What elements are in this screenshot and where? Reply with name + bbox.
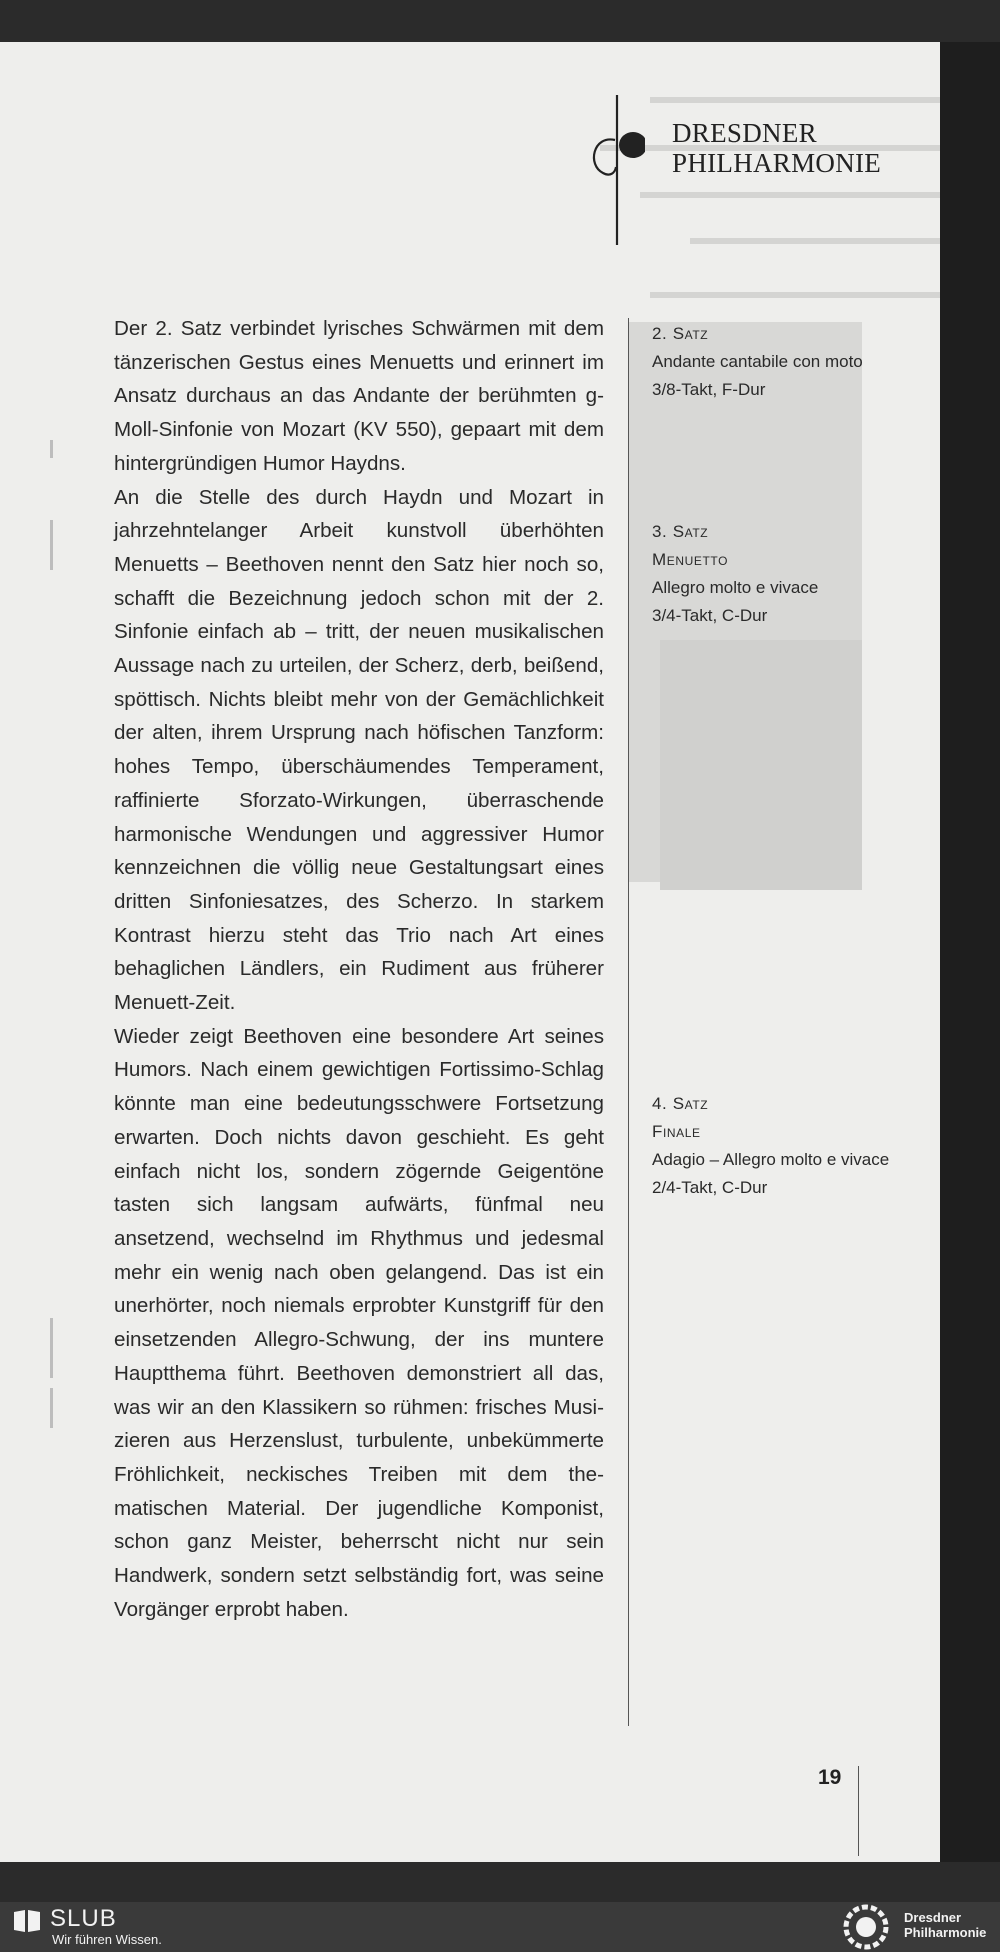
paragraph: An die Stelle des durch Haydn und Mozart in jahrzehntelanger Arbeit kunstvoll überhöhten Menuetts – Beethoven nennt den Satz hier noch so, schafft die Bezeichnung jedoch schon mit der 2. Sinfonie einfach ab – tritt, der neuen musikalischen Aussage nach zu urteilen, der Scherz, derb, beißend, spöttisch. Nichts bleibt mehr von der Gemächlichkeit der alten, ihrem Ursprung nach höfischen Tanzform: hohes Tempo, überschäumendes Temperament, raffinierte Sforzato-Wirkungen, überraschende harmonische Wendungen und aggressiver Humor kennzeichnen die völlig neue Gestaltungsart eines dritten Sinfoniesatzes, des Scherzo. In starkem Kontrast hierzu steht das Trio nach Art eines behaglichen Ländlers, ein Rudiment aus früherer Menuett-Zeit. — [114, 485, 604, 1015]
dp-logo-icon — [585, 95, 645, 245]
book-spine-shadow — [940, 42, 1000, 1862]
logo-wordmark — [672, 118, 881, 178]
movement-tempo: Andante cantabile con moto — [652, 352, 863, 371]
philharmonie-logo-icon[interactable] — [840, 1903, 892, 1951]
partner-line-1: Dresdner — [904, 1910, 962, 1925]
logo-line-2: PHILHARMONIE — [672, 148, 882, 178]
movement-entry — [652, 320, 902, 404]
movement-meter: 3/8-Takt, F-Dur — [652, 380, 766, 399]
slub-logo-icon[interactable] — [12, 1908, 42, 1934]
main-text-column — [114, 312, 604, 1626]
page-number: 19 — [818, 1766, 842, 1789]
movement-entry — [652, 1090, 902, 1202]
binding-mark — [50, 440, 53, 458]
paragraph: Wieder zeigt Beethoven eine besondere Art seines Humors. Nach einem gewichtigen Fortissimo-Schlag könnte man eine bedeutungsschwere Fortsetzung erwarten. Doch nichts davon geschieht. Es geht einfach nicht los, sondern zögernde Geigentöne tasten sich langsam aufwärts, fünfmal neu ansetzend, wechselnd im Rhythmus und jedesmal mehr ein wenig nach oben gelangend. Das ist ein unerhörter, noch niemals erprobter Kunstgriff für den einsetzenden Allegro-Schwung, der ins muntere Hauptthema führt. Beethoven demonstriert all das, was wir an den Klassikern so rühmen: frisches Musizieren aus Herzenslust, turbulente, unbekümmerte Fröhlichkeit, neckisches Treiben mit dem thematischen Material. Der jugendliche Komponist, schon ganz Meister, beherrscht nicht nur sein Handwerk, sondern setzt selbständig fort, was seine Vorgänger erprobt haben. — [114, 1024, 604, 1621]
library-name[interactable]: SLUB — [50, 1905, 117, 1932]
bleed-through-bar — [650, 292, 940, 298]
bleed-through-bar — [690, 238, 940, 244]
bleed-through-bar — [650, 97, 940, 103]
page-number-rule — [858, 1766, 859, 1856]
binding-mark — [50, 1318, 53, 1378]
library-tagline: Wir führen Wissen. — [52, 1932, 162, 1947]
binding-mark — [50, 1388, 53, 1428]
movement-entry — [652, 518, 902, 630]
movement-number: 4. Satz — [652, 1094, 709, 1113]
bleed-through-box-dark — [660, 640, 862, 890]
column-divider — [628, 318, 629, 1726]
bleed-through-bar — [640, 192, 940, 198]
movement-number: 3. Satz — [652, 522, 709, 541]
logo-line-1: DRESDNER — [672, 118, 817, 148]
partner-name[interactable] — [904, 1910, 986, 1940]
movement-meter: 3/4-Takt, C-Dur — [652, 606, 768, 625]
movement-meter: 2/4-Takt, C-Dur — [652, 1178, 768, 1197]
movement-name: Menuetto — [652, 550, 729, 569]
binding-mark — [50, 520, 53, 570]
movement-tempo: Allegro molto e vivace — [652, 578, 819, 597]
movement-name: Finale — [652, 1122, 701, 1141]
movement-number: 2. Satz — [652, 324, 709, 343]
movement-tempo: Adagio – Allegro molto e vivace — [652, 1150, 890, 1169]
paragraph: Der 2. Satz verbindet lyrisches Schwärmen mit dem tänzerischen Gestus eines Menuetts und erinnert im Ansatz durchaus an das Andante der berühmten g-Moll-Sinfonie von Mozart (KV 550), gepaart mit dem hintergründigen Humor Haydns. — [114, 317, 604, 475]
partner-line-2: Philharmonie — [904, 1925, 987, 1940]
